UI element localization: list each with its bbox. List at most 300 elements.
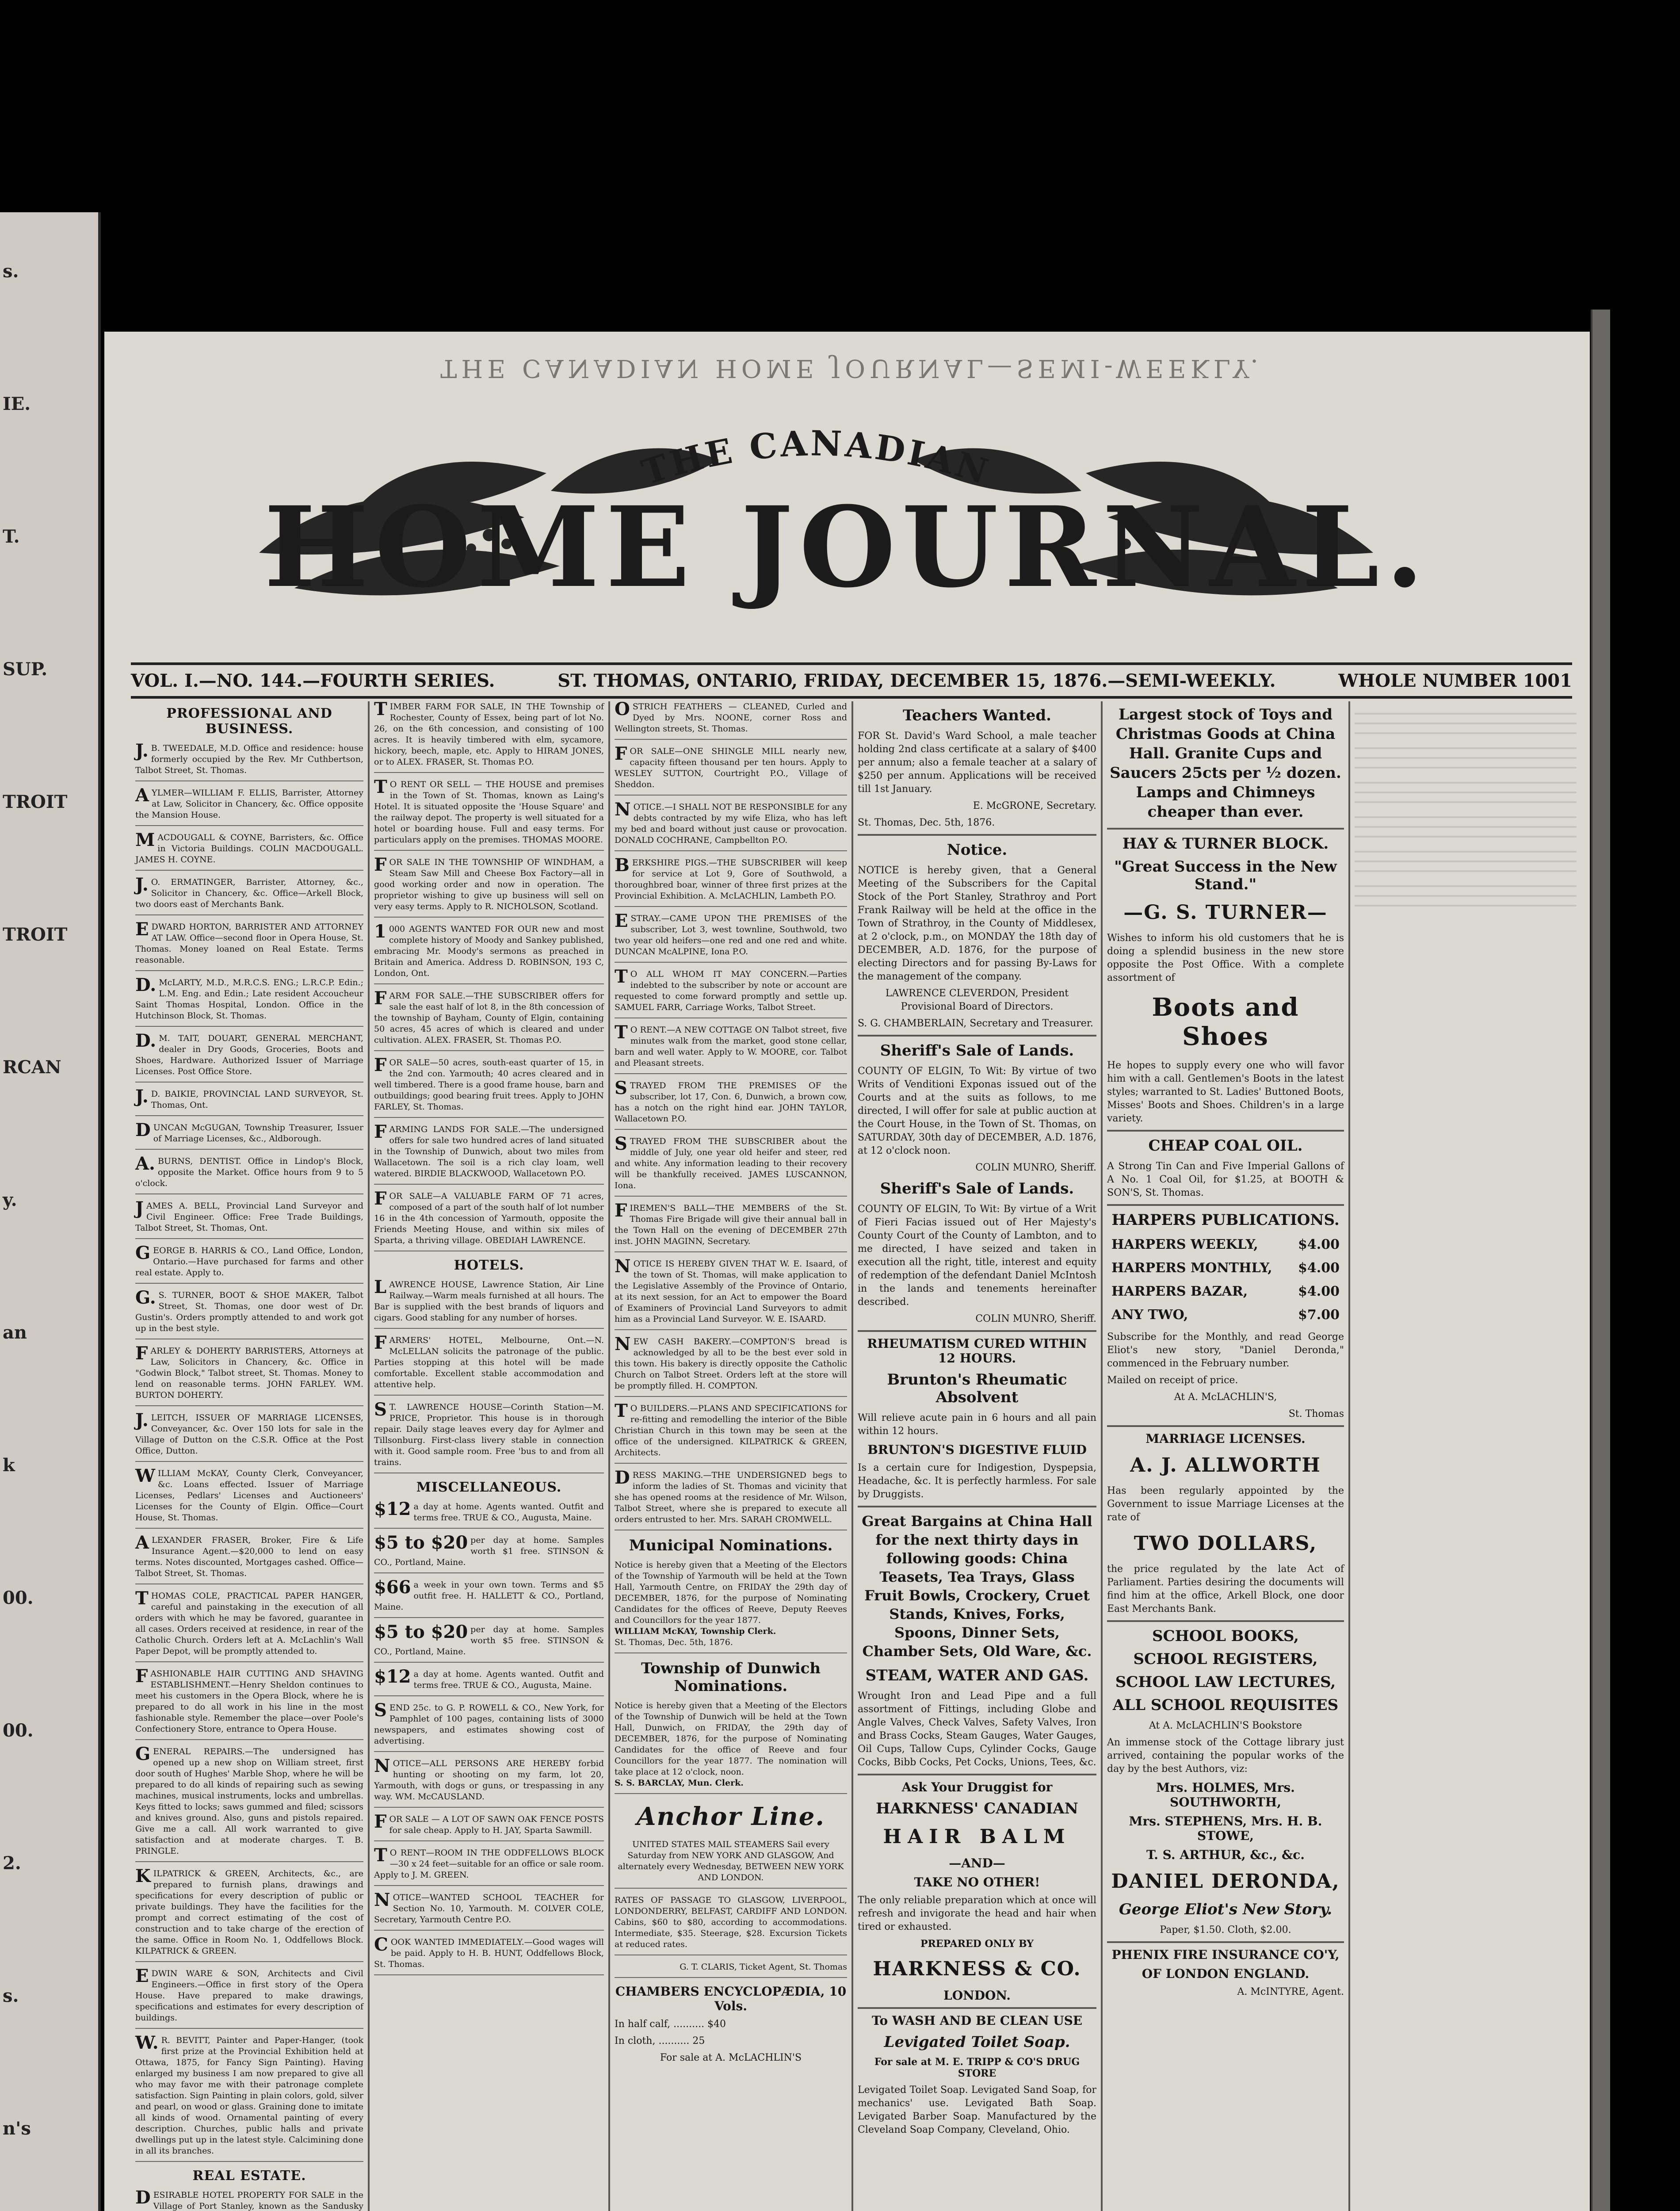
- ad-initial: 1: [374, 921, 386, 942]
- ad-text: O RENT.—A NEW COTTAGE ON Talbot street, five minutes walk from the market, good stone cellar, barn and well water. Apply to W. MOORE, cor. Talbot and Pleasant streets.: [615, 1025, 847, 1068]
- ad-text: 000 AGENTS WANTED FOR OUR new and most complete history of Moody and Sankey published, embracing Mr. Moody's sermons as preached in Britain and America. Address D. ROBINSON, 193 C, London, Ont.: [374, 924, 604, 978]
- classified-ad: [135, 1588, 363, 1662]
- fragment-text: RCAN: [3, 1057, 61, 1078]
- classified-ad: [135, 1030, 363, 1083]
- classified-ad: [615, 701, 847, 740]
- classified-ad: [135, 1245, 363, 1284]
- classified-ad: [135, 1668, 363, 1740]
- columns: [131, 701, 1581, 2211]
- classified-ad: [374, 1666, 604, 1696]
- ad-text: ASHIONABLE HAIR CUTTING AND SHAVING ESTABLISHMENT.—Henry Sheldon continues to meet his customers in the Opera Block, where he is prepared to do all work in his line in the most fashionable style. Remember the place—over Poole's Confectionery Store, entrance to Opera House.: [135, 1669, 363, 1734]
- classified-ad: [615, 1080, 847, 1130]
- ad-text: ILLIAM McKAY, County Clerk, Conveyancer, &c. Loans effected. Issuer of Marriage Licenses, Pedlars' Licenses and Auctioneers' Licenses for the County of Elgin. Office—Court House, St. Thomas.: [135, 1469, 363, 1522]
- classified-ad: [374, 1399, 604, 1473]
- classified-ad: [374, 988, 604, 1051]
- publication-name: ANY TWO,: [1111, 1307, 1188, 1323]
- classified-ad: [615, 1200, 847, 1252]
- classified-ad: [374, 779, 604, 851]
- classified-ad: [135, 1968, 363, 2029]
- classified-ad: [374, 1702, 604, 1752]
- school-item: ALL SCHOOL REQUISITES: [1112, 1696, 1339, 1714]
- school-item: SCHOOL BOOKS,: [1152, 1627, 1299, 1645]
- ad-initial: N: [374, 1756, 390, 1776]
- teachers-head: Teachers Wanted.: [903, 707, 1051, 724]
- harkness-and: —AND—: [949, 1856, 1005, 1871]
- ad-initial: $5 to $20: [374, 1622, 468, 1642]
- anchor-sub: UNITED STATES MAIL STEAMERS Sail every Saturday from NEW YORK AND GLASGOW, And alternately every Wednesday, BETWEEN NEW YORK AND LONDON.: [615, 1839, 847, 1889]
- ad-text: BURNS, DENTIST. Office in Lindop's Block, opposite the Market. Office hours from 9 to 5 o'clock.: [135, 1156, 363, 1188]
- ad-initial: F: [135, 1343, 148, 1364]
- classified-ad: [135, 740, 363, 781]
- harpers-head: HARPERS PUBLICATIONS.: [1111, 1211, 1340, 1229]
- ad-text: ENERAL REPAIRS.—The undersigned has opened up a new shop on William street, first door south of Hughes' Marble Shop, where he will be prepared to do all kinds of repairing such as sewing machines, musical instruments, locks and umbrellas. Keys fitted to locks; saws gummed and filed; scissors and knives ground. Also, guns and pistols repaired. Give me a call. All work warranted to give satisfaction and at moderate charges. T. B. PRINGLE.: [135, 1747, 363, 1856]
- ad-initial: E: [135, 1966, 149, 1986]
- harpers-at: At A. McLACHLIN'S,: [1174, 1392, 1277, 1403]
- dunwich-sign: S. S. BARCLAY, Mun. Clerk.: [615, 1778, 744, 1788]
- ad-text: ARMERS' HOTEL, Melbourne, Ont.—N. McLELLAN solicits the patronage of the public. Parties stopping at this hotel will be made comfortable. Excellent stable accommodation and attentive help.: [374, 1335, 604, 1389]
- ad-initial: D: [135, 1120, 151, 1140]
- coal-oil-head: CHEAP COAL OIL.: [1148, 1137, 1303, 1155]
- fragment-text: T.: [3, 526, 20, 547]
- ad-text: R. BEVITT, Painter and Paper-Hanger, (took first prize at the Provincial Exhibition held at Ottawa, 1875, for Fancy Sign Painting). Having enlarged my business I am now prepared to give all who may favor me with their patronage complete satisfaction. Sign Painting in plain colors, gold, silver and pearl, on wood or glass. Graining done to imitate all kinds of wood. Ornamental painting of every description. Churches, public halls and private dwellings put up in the latest style. Calcimining done in all its branches.: [135, 2035, 363, 2156]
- column-6: [1350, 701, 1581, 2211]
- masthead-top: THE CANADIAN: [637, 423, 995, 493]
- dunwich-head: Township of Dunwich Nominations.: [641, 1660, 821, 1695]
- ad-text: a week in your own town. Terms and $5 outfit free. H. HALLETT & CO., Portland, Maine.: [374, 1580, 604, 1612]
- classified-ad: [135, 1153, 363, 1194]
- ad-initial: D: [615, 1467, 630, 1488]
- ad-text: RESS MAKING.—THE UNDERSIGNED begs to inform the ladies of St. Thomas and vicinity that she has opened rooms at the residence of Mr. Wilson, Talbot Street, where she is prepared to execute all orders entrusted to her. Mrs. SARAH CROMWELL.: [615, 1470, 847, 1524]
- publication-name: HARPERS MONTHLY,: [1111, 1260, 1272, 1276]
- classified-ad: [374, 1811, 604, 1841]
- column-3: [610, 701, 853, 2211]
- ad-text: AMES A. BELL, Provincial Land Surveyor and Civil Engineer. Office: Free Trade Buildings, Talbot Street, St. Thomas, Ont.: [135, 1201, 363, 1233]
- classified-ad: [135, 2187, 363, 2211]
- classified-ad: [615, 1336, 847, 1397]
- ad-text: YLMER—WILLIAM F. ELLIS, Barrister, Attorney at Law, Solicitor in Chancery, &c. Office opposite the Mansion House.: [135, 788, 363, 820]
- classified-ad: [135, 919, 363, 971]
- ad-text: END 25c. to G. P. ROWELL & CO., New York, for Pamphlet of 100 pages, containing lists of 3000 newspapers, and estimates showing cost of advertising.: [374, 1703, 604, 1746]
- classified-ad: [615, 1400, 847, 1464]
- ad-initial: $66: [374, 1577, 411, 1598]
- classified-ad: [135, 2032, 363, 2162]
- brunton-head: Brunton's Rheumatic Absolvent: [887, 1371, 1067, 1406]
- classified-ad: [135, 1122, 363, 1150]
- classified-ad: [374, 1934, 604, 1975]
- ad-initial: J.: [135, 1410, 149, 1431]
- school-at: At A. McLACHLIN'S Bookstore: [1149, 1720, 1302, 1731]
- ad-text: OR SALE—ONE SHINGLE MILL nearly new, capacity fifteen thousand per ten hours. Apply to WESLEY SUTTON, Courtright P.O., Village of Sheddon.: [615, 746, 847, 789]
- price-row: [1111, 1284, 1340, 1299]
- publication-price: $7.00: [1298, 1307, 1340, 1323]
- nominations-sign: WILLIAM McKAY, Township Clerk.: [615, 1626, 776, 1636]
- ad-text: ESIRABLE HOTEL PROPERTY FOR SALE in the Village of Port Stanley, known as the Sandusky: [153, 2190, 363, 2211]
- marriage-head: MARRIAGE LICENSES.: [1145, 1431, 1306, 1446]
- ad-initial: L: [374, 1277, 387, 1297]
- author-line: Mrs. STEPHENS, Mrs. H. B. STOWE,: [1129, 1814, 1322, 1843]
- classified-ad: [615, 743, 847, 796]
- ad-initial: N: [615, 1334, 631, 1354]
- harkness-take: TAKE NO OTHER!: [914, 1875, 1040, 1890]
- allworth-text: Has been regularly appointed by the Government to issue Marriage Licenses at the rate of: [1107, 1485, 1344, 1523]
- classified-ad: [374, 854, 604, 918]
- classified-ad: [615, 799, 847, 851]
- notice-head: Notice.: [947, 841, 1008, 859]
- ad-text: IREMEN'S BALL—THE MEMBERS of the St. Thomas Fire Brigade will give their annual ball in the Town Hall on the evening of DECEMBER 27th inst. JOHN MAGINN, Secretary.: [615, 1203, 847, 1246]
- ad-initial: J.: [135, 740, 149, 761]
- ad-initial: F: [615, 743, 627, 764]
- ad-text: OR SALE IN THE TOWNSHIP OF WINDHAM, a Steam Saw Mill and Cheese Box Factory—all in good working order and now in operation. The proprietor wishing to give up business will sell on very easy terms. Apply to R. NICHOLSON, Scotland.: [374, 857, 604, 911]
- ad-initial: O: [615, 701, 630, 719]
- ad-initial: G: [135, 1243, 151, 1263]
- boots-shoes-head: Boots and Shoes: [1152, 993, 1299, 1051]
- ad-initial: A: [135, 785, 149, 806]
- column-1: [131, 701, 370, 2211]
- ad-initial: A: [135, 1532, 149, 1553]
- classified-ad: [374, 1188, 604, 1251]
- ad-initial: S: [615, 1078, 627, 1098]
- ad-text: O. ERMATINGER, Barrister, Attorney, &c., Solicitor in Chancery, &c. Office—Arkell Block, two doors east of Merchants Bank.: [135, 877, 363, 909]
- classified-ad: [135, 1465, 363, 1529]
- ad-text: OR SALE — A LOT OF SAWN OAK FENCE POSTS for sale cheap. Apply to H. JAY, Sparta Sawmill.: [389, 1814, 604, 1835]
- harkness-maker: HARKNESS & CO.: [873, 1958, 1081, 1980]
- ad-text: T. LAWRENCE HOUSE—Corinth Station—M. PRICE, Proprietor. This house is in thorough repair. Daily stage leaves every day for Aylmer and Tillsonburg. First-class livery stable in connection with it. Good sample room. Free 'bus to and from all trains.: [374, 1402, 604, 1467]
- publication-name: HARPERS WEEKLY,: [1111, 1237, 1258, 1252]
- running-head: THE CANADIAN HOME JOURNAL—SEMI-WEEKLY.: [440, 354, 1263, 383]
- china-hall-ad: Great Bargains at China Hall for the next thirty days in following goods: China Teasets, Tea Trays, Glass Fruit Bowls, Crockery, Cruet Stands, Knives, Forks, Spoons, Dinner Sets, Chamber Sets, Old Ware, &c.: [862, 1513, 1092, 1660]
- section-head: MISCELLANEOUS.: [416, 1480, 562, 1495]
- fragment-text: n's: [3, 2118, 31, 2139]
- ad-initial: F: [374, 1055, 387, 1075]
- ad-initial: T: [615, 966, 628, 987]
- ad-initial: J.: [135, 1086, 149, 1107]
- phenix-sub: OF LONDON ENGLAND.: [1142, 1966, 1310, 1981]
- ad-text: DWIN WARE & SON, Architects and Civil Engineers.—Office in first story of the Opera House. Have prepared to make drawings, specifications and estimates for every description of buildings.: [135, 1969, 363, 2023]
- harkness-prep: PREPARED ONLY BY: [920, 1938, 1034, 1950]
- binding-strip: [1591, 310, 1610, 2211]
- publication-name: HARPERS BAZAR,: [1111, 1284, 1248, 1299]
- ad-initial: M: [135, 830, 155, 850]
- classified-ad: [374, 1332, 604, 1396]
- ad-initial: E: [135, 919, 149, 940]
- price-row: [1111, 1307, 1340, 1323]
- ad-initial: K: [135, 1866, 151, 1886]
- chambers-price-2: In cloth, .......... 25: [615, 2035, 705, 2047]
- publication-price: $4.00: [1298, 1237, 1340, 1252]
- anchor-line-head: Anchor Line.: [637, 1802, 825, 1831]
- ad-initial: G: [135, 1744, 151, 1764]
- classified-ad: [135, 1343, 363, 1406]
- harkness-head: HARKNESS' CANADIAN: [876, 1800, 1078, 1817]
- ad-initial: F: [374, 1121, 387, 1142]
- ad-text: DWARD HORTON, BARRISTER AND ATTORNEY AT LAW. Office—second floor in Opera House, St. Thomas. Money loaned on Real Estate. Terms reasonable.: [135, 922, 363, 965]
- ad-text: D. BAIKIE, PROVINCIAL LAND SURVEYOR, St. Thomas, Ont.: [151, 1089, 363, 1110]
- dunwich-text: [615, 1700, 847, 1794]
- fragment-text: s.: [3, 1985, 19, 2006]
- boots-text: He hopes to supply every one who will favor him with a call. Gentlemen's Boots in the latest styles; warranted to St. Ladies' Buttoned Boots, Misses' Boots and Shoes. Children's in a large variety.: [1107, 1060, 1344, 1124]
- toys-ad: Largest stock of Toys and Christmas Goods at China Hall. Granite Cups and Saucers 25cts per ½ dozen. Lamps and Chimneys cheaper than ever.: [1110, 706, 1341, 821]
- price-row: [1111, 1260, 1340, 1276]
- steam-text: Wrought Iron and Lead Pipe and a full assortment of Fittings, including Globe and Angle Valves, Check Valves, Safety Valves, Iron and Brass Cocks, Steam Gauges, Water Gauges, Oil Cups, Tallow Cups, Cylinder Cocks, Gauge Cocks, Bibb Cocks, Pet Cocks, Unions, Tees, &c.: [858, 1691, 1096, 1768]
- soap-text: Levigated Toilet Soap. Levigated Sand Soap, for mechanics' use. Levigated Bath Soap. Levigated Barber Soap. Manufactured by the Cleveland Soap Company, Cleveland, Ohio.: [858, 2085, 1096, 2135]
- fragment-text: TROIT: [3, 792, 68, 812]
- classified-ad: [615, 1256, 847, 1330]
- publication-price: $4.00: [1298, 1260, 1340, 1276]
- ad-text: LEITCH, ISSUER OF MARRIAGE LICENSES, Conveyancer, &c. Over 150 lots for sale in the Village of Dutton on the C.S.R. Office at the Post Office, Dutton.: [135, 1413, 363, 1456]
- ad-text: IMBER FARM FOR SALE, IN THE Township of Rochester, County of Essex, being part of lot No. 26, on the 6th concession, and consisting of 100 acres. It is heavily timbered with elm, sycamore, hickory, beech, maple, etc. Apply to HIRAM JONES, or to ALEX. FRASER, St. Thomas P.O.: [374, 702, 604, 767]
- rheumatism-head: RHEUMATISM CURED WITHIN 12 HOURS.: [867, 1336, 1087, 1366]
- ad-text: OTICE—ALL PERSONS ARE HEREBY forbid hunting or shooting on my farm, lot 20, Yarmouth, with dogs or guns, or trespassing in any way. WM. McCAUSLAND.: [374, 1759, 604, 1802]
- author-line: Mrs. HOLMES, Mrs. SOUTHWORTH,: [1156, 1780, 1295, 1809]
- ad-text: O RENT—ROOM IN THE ODDFELLOWS BLOCK—30 x 24 feet—suitable for an office or sale room. Apply to J. M. GREEN.: [374, 1848, 604, 1880]
- ad-initial: S: [374, 1700, 387, 1721]
- ad-text: OTICE—WANTED SCHOOL TEACHER for Section No. 10, Yarmouth. M. COLVER COLE, Secretary, Yarmouth Centre P.O.: [374, 1893, 604, 1924]
- ad-initial: $12: [374, 1499, 411, 1519]
- ad-text: OR SALE—A VALUABLE FARM OF 71 acres, composed of a part of the south half of lot number 16 in the 4th concession of Yarmouth, opposite the Friends Meeting House, and within six miles of Sparta, a thriving village. OBEDIAH LAWRENCE.: [374, 1191, 604, 1245]
- author-line: T. S. ARTHUR, &c., &c.: [1146, 1848, 1305, 1862]
- fragment-text: k: [3, 1455, 15, 1476]
- ad-initial: B: [615, 855, 630, 876]
- hair-balm-head: HAIR BALM: [883, 1825, 1071, 1848]
- ad-text: STRICH FEATHERS — CLEANED, Curled and Dyed by Mrs. NOONE, corner Ross and Wellington streets, St. Thomas.: [615, 702, 847, 734]
- classified-ad: [135, 874, 363, 915]
- ad-initial: A.: [135, 1153, 155, 1174]
- ad-initial: J: [135, 1198, 144, 1219]
- deronda-price: Paper, $1.50. Cloth, $2.00.: [1160, 1924, 1291, 1936]
- nominations-text: [615, 1560, 847, 1653]
- section-head: PROFESSIONAL AND BUSINESS.: [166, 706, 332, 737]
- anchor-agent: G. T. CLARIS, Ticket Agent, St. Thomas: [615, 1962, 847, 1978]
- harpers-mail: Mailed on receipt of price.: [1107, 1375, 1238, 1386]
- ad-text: HOMAS COLE, PRACTICAL PAPER HANGER, careful and painstaking in the execution of all orders with which he may be favored, guarantee in all cases. Orders received at residence, in rear of the Catholic Church. Orders left at A. McLachlin's Wall Paper Depot, will be promptly attended to.: [135, 1591, 363, 1656]
- soap-head: To WASH AND BE CLEAN USE: [871, 2013, 1083, 2028]
- anchor-rates: RATES OF PASSAGE TO GLASGOW, LIVERPOOL, LONDONDERRY, BELFAST, CARDIFF AND LONDON. Cabins, $60 to $80, according to accommodations. Intermediate, $35. Steerage, $28. Excursion Tickets at reduced rates.: [615, 1895, 847, 1955]
- sheriff-head-2: Sheriff's Sale of Lands.: [880, 1180, 1074, 1197]
- ad-text: OTICE.—I SHALL NOT BE RESPONSIBLE for any debts contracted by my wife Eliza, who has left my bed and board without just cause or provocation. DONALD COCHRANE, Campbellton P.O.: [615, 802, 847, 845]
- classified-ad: [374, 921, 604, 984]
- ad-text: EW CASH BAKERY.—COMPTON'S bread is acknowledged by all to be the best ever sold in this town. His bakery is directly opposite the Catholic Church on Talbot Street. Orders left at the store will be promptly filled. H. COMPTON.: [615, 1337, 847, 1391]
- classified-ad: [374, 1057, 604, 1118]
- teachers-sign: E. McGRONE, Secretary.: [973, 800, 1096, 811]
- classified-ad: [135, 1086, 363, 1116]
- place-date: ST. THOMAS, ONTARIO, FRIDAY, DECEMBER 15, 1876.—SEMI-WEEKLY.: [557, 670, 1276, 691]
- newspaper-page: [104, 332, 1590, 2211]
- ad-text: M. TAIT, DOUART, GENERAL MERCHANT, dealer in Dry Goods, Groceries, Boots and Shoes, Hardware. Authorized Issuer of Marriage Licenses. Post Office Store.: [135, 1033, 363, 1076]
- teachers-date: St. Thomas, Dec. 5th, 1876.: [858, 817, 995, 828]
- classified-ad: [135, 1868, 363, 1962]
- ad-text: OTICE IS HEREBY GIVEN THAT W. E. Isaard, of the town of St. Thomas, will make application to the Legislative Assembly of the Province of Ontario, at its next session, for an Act to empower the Board of Examiners of Provincial Land Surveyors to admit him as a Provincial Land Surveyor. W. E. ISAARD.: [615, 1259, 847, 1324]
- classified-ad: [135, 785, 363, 826]
- classified-ad: [615, 1133, 847, 1197]
- volume-info: VOL. I.—NO. 144.—FOURTH SERIES.: [131, 670, 495, 691]
- fragment-text: s.: [3, 261, 19, 282]
- ad-text: O ALL WHOM IT MAY CONCERN.—Parties indebted to the subscriber by note or account are requested to come forward promptly and settle up. SAMUEL FARR, Carriage Works, Talbot Street.: [615, 969, 847, 1012]
- nominations-body: Notice is hereby given that a Meeting of the Electors of the Township of Yarmouth will be held at the Town Hall, Yarmouth Centre, on FRIDAY the 29th day of DECEMBER, 1876, for the purpose of Nominating Candidates for the offices of Reeve, Deputy Reeves and Councillors for the year 1877.: [615, 1560, 847, 1625]
- phenix-agent: A. McINTYRE, Agent.: [1237, 1986, 1344, 1997]
- ad-text: TRAYED FROM THE PREMISES OF the subscriber, lot 17, Con. 6, Dunwich, a brown cow, has a notch on the right hind ear. JOHN TAYLOR, Wallacetown P.O.: [615, 1081, 847, 1124]
- harpers-text: Subscribe for the Monthly, and read George Eliot's new story, "Daniel Deronda," commenced in the February number.: [1107, 1331, 1344, 1369]
- ad-text: S. TURNER, BOOT & SHOE MAKER, Talbot Street, St. Thomas, one door west of Dr. Gustin's. Orders promptly attended to and work got up in the best style.: [135, 1290, 363, 1333]
- classified-ad: [374, 1758, 604, 1808]
- ad-initial: N: [615, 799, 631, 820]
- classified-ad: [135, 1532, 363, 1584]
- classified-ad: [615, 910, 847, 963]
- ad-initial: T: [374, 701, 387, 719]
- ad-text: B. TWEEDALE, M.D. Office and residence: house formerly occupied by the Rev. Mr Cuthbertson, Talbot Street, St. Thomas.: [135, 743, 363, 775]
- classified-ad: [374, 1279, 604, 1329]
- publication-price: $4.00: [1298, 1284, 1340, 1299]
- column-2: [370, 701, 610, 2211]
- column-4: [853, 701, 1103, 2211]
- classified-ad: [374, 1892, 604, 1931]
- ad-initial: T: [135, 1588, 149, 1609]
- library-text: An immense stock of the Cottage library just arrived, containing the popular works of the day by the best Authors, viz:: [1107, 1737, 1344, 1775]
- ad-initial: T: [615, 1022, 628, 1043]
- ad-initial: T: [374, 1845, 387, 1866]
- ad-initial: $5 to $20: [374, 1532, 468, 1553]
- soap-name: Levigated Toilet Soap.: [884, 2033, 1070, 2051]
- two-dollars-text: the price regulated by the late Act of Parliament. Parties desiring the documents will find him at the office, Arkell Block, one door East Merchants Bank.: [1107, 1564, 1344, 1614]
- classified-ad: [374, 1577, 604, 1618]
- ad-text: UNCAN McGUGAN, Township Treasurer, Issuer of Marriage Licenses, &c., Aldborough.: [153, 1123, 363, 1144]
- ad-initial: D: [135, 2187, 151, 2208]
- ad-initial: F: [374, 1332, 387, 1353]
- ad-text: LEXANDER FRASER, Broker, Fire & Life Insurance Agent.—$20,000 to lend on easy terms. Notes discounted, Mortgages cashed. Office—Talbot Street, St. Thomas.: [135, 1535, 363, 1578]
- ad-text: O BUILDERS.—PLANS AND SPECIFICATIONS for re-fitting and remodelling the interior of the Bible Christian Church in this town may be seen at the office of the undersigned. KILPATRICK & GREEN, Architects.: [615, 1404, 847, 1457]
- classified-ad: [615, 1467, 847, 1530]
- eliot-story: George Eliot's New Story.: [1119, 1901, 1333, 1918]
- fragment-text: 00.: [3, 1720, 34, 1741]
- chambers-where: For sale at A. McLACHLIN'S: [660, 2052, 802, 2063]
- classified-ad: [374, 701, 604, 773]
- chambers-head: CHAMBERS ENCYCLOPÆDIA, 10 Vols.: [615, 1984, 847, 2013]
- fragment-text: TROIT: [3, 924, 68, 945]
- ad-initial: N: [615, 1256, 631, 1277]
- chambers-price-1: In half calf, .......... $40: [615, 2019, 726, 2030]
- school-item: SCHOOL LAW LECTURES,: [1115, 1673, 1336, 1691]
- ad-text: ACDOUGALL & COYNE, Barristers, &c. Office in Victoria Buildings. COLIN MACDOUGALL. JAMES H. COYNE.: [135, 833, 363, 865]
- ad-text: per day at home. Samples worth $5 free. STINSON & CO., Portland, Maine.: [374, 1625, 604, 1656]
- classified-ad: [374, 1624, 604, 1663]
- classified-ad: [135, 1412, 363, 1462]
- ad-initial: F: [135, 1666, 148, 1687]
- ad-text: McLARTY, M.D., M.R.C.S. ENG.; L.R.C.P. Edin.; L.M. Eng. and Edin.; Late resident Accoucheur Saint Thomas Hospital, London. Office in the Hutchinson Block, St. Thomas.: [135, 978, 363, 1021]
- sheriff-sign-1: COLIN MUNRO, Sheriff.: [975, 1162, 1096, 1173]
- ad-text: O RENT OR SELL — THE HOUSE and premises in the Town of St. Thomas, known as Laing's Hotel. It is situated opposite the 'House Square' and the railway depot. The property is well situated for a hotel or boarding house. Full and easy terms. For particulars apply on the premises. THOMAS MOORE.: [374, 780, 604, 845]
- nominations-head: Municipal Nominations.: [629, 1537, 833, 1554]
- ad-text: ARLEY & DOHERTY BARRISTERS, Attorneys at Law, Solicitors in Chancery, &c. Office in "Godwin Block," Talbot street, St. Thomas. Money to lend on reasonable terms. JOHN FARLEY. WM. BURTON DOHERTY.: [135, 1346, 363, 1400]
- sheriff-text-1: COUNTY OF ELGIN, To Wit: By virtue of two Writs of Venditioni Exponas issued out of the Courts and at the suits as follows, to me directed, I will offer for sale at public auction at the Court House, in the Town of St. Thomas, on SATURDAY, 30th day of DECEMBER, A.D. 1876, at 12 o'clock noon.: [858, 1066, 1096, 1156]
- great-success: "Great Success in the New Stand.": [1114, 858, 1337, 893]
- ad-initial: S: [615, 1133, 627, 1154]
- price-row: [1111, 1237, 1340, 1252]
- dunwich-body: Notice is hereby given that a Meeting of the Electors of the Township of Dunwich will be held at the Town Hall, Dunwich, on FRIDAY, the 29th day of DECEMBER, 1876, for the purpose of Nominating Candidates for the office of Reeve and four Councillors for the year 1877. The nomination will take place at 12 o'clock, noon.: [615, 1701, 847, 1777]
- ad-text: STRAY.—CAME UPON THE PREMISES of the subscriber, Lot 3, west townline, Southwold, two two year old heifers—one red and one red and white. DUNCAN McALPINE, Iona P.O.: [615, 914, 847, 956]
- ad-text: AWRENCE HOUSE, Lawrence Station, Air Line Railway.—Warm meals furnished at all hours. The Bar is supplied with the best brands of liquors and cigars. Good stabling for any number of horses.: [374, 1280, 604, 1323]
- ad-text: ERKSHIRE PIGS.—THE SUBSCRIBER will keep for service at Lot 9, Gore of Southwold, a thoroughbred boar, winner of three first prizes at the Provincial Exhibition. A. McLACHLIN, Lambeth P.O.: [615, 858, 847, 901]
- fragment-text: 00.: [3, 1587, 34, 1608]
- classified-ad: [135, 1287, 363, 1339]
- phenix-head: PHENIX FIRE INSURANCE CO'Y,: [1111, 1947, 1340, 1962]
- digestive-head: BRUNTON'S DIGESTIVE FLUID: [867, 1442, 1087, 1457]
- adjacent-page-fragment: [0, 212, 101, 2211]
- classified-ad: [374, 1845, 604, 1886]
- soap-where: For sale at M. E. TRIPP & CO'S DRUG STORE: [874, 2056, 1080, 2079]
- ad-initial: W: [135, 1465, 155, 1486]
- harkness-ask: Ask Your Druggist for: [901, 1780, 1053, 1794]
- ad-initial: N: [374, 1890, 390, 1910]
- ad-initial: D.: [135, 975, 157, 995]
- ad-text: ARMING LANDS FOR SALE.—The undersigned offers for sale two hundred acres of land situated in the Township of Dunwich, about two miles from Wallacetown. The soil is a rich clay loam, well watered. BIRDIE BLACKWOOD, Wallacetown P.O.: [374, 1125, 604, 1178]
- dateline: [131, 662, 1572, 699]
- ad-initial: D.: [135, 1030, 157, 1051]
- harpers-town: St. Thomas: [1288, 1408, 1344, 1419]
- ad-initial: T: [374, 777, 387, 797]
- ad-text: EORGE B. HARRIS & CO., Land Office, London, Ontario.—Have purchased for farms and other real estate. Apply to.: [135, 1246, 363, 1278]
- ad-text: ILPATRICK & GREEN, Architects, &c., are prepared to furnish plans, drawings and specifications for every description of public or private buildings. They have the facilities for the prompt and correct estimating of the cost of construction and to take charge of the erection of the same. Office in Room No. 1, Oddfellows Block. KILPATRICK & GREEN.: [135, 1869, 363, 1956]
- fragment-text: 2.: [3, 1853, 21, 1874]
- sheriff-sign-2: COLIN MUNRO, Sheriff.: [975, 1313, 1096, 1324]
- column-5: [1103, 701, 1350, 2211]
- classified-ad: [615, 1022, 847, 1074]
- ad-initial: F: [374, 988, 387, 1009]
- turner-name: —G. S. TURNER—: [1123, 901, 1328, 924]
- school-item: SCHOOL REGISTERS,: [1133, 1650, 1318, 1668]
- classified-ad: [374, 1532, 604, 1573]
- fragment-text: an: [3, 1322, 27, 1343]
- classified-ad: [135, 977, 363, 1027]
- ad-initial: C: [374, 1934, 388, 1955]
- ad-initial: F: [374, 854, 387, 875]
- harkness-city: LONDON.: [943, 1988, 1011, 2003]
- daniel-deronda: DANIEL DERONDA,: [1111, 1870, 1340, 1893]
- turner-text: Wishes to inform his old customers that he is doing a splendid business in the new store opposite the Post Office. With a complete assortment of: [1107, 933, 1344, 983]
- ad-initial: $12: [374, 1666, 411, 1687]
- ad-initial: W.: [135, 2032, 159, 2053]
- classified-ad: [615, 966, 847, 1018]
- classified-ad: [135, 1746, 363, 1862]
- ad-text: TRAYED FROM THE SUBSCRIBER about the middle of July, one year old heifer and steer, red and white. Any information leading to their recovery will be thankfully received. JAMES LUSCANNON, Iona.: [615, 1136, 847, 1190]
- allworth-name: A. J. ALLWORTH: [1130, 1454, 1321, 1477]
- hay-turner-block: HAY & TURNER BLOCK.: [1122, 835, 1329, 853]
- ad-text: OOK WANTED IMMEDIATELY.—Good wages will be paid. Apply to H. B. HUNT, Oddfellows Block, St. Thomas.: [374, 1937, 604, 1969]
- two-dollars: TWO DOLLARS,: [1134, 1532, 1317, 1555]
- nominations-date: St. Thomas, Dec. 5th, 1876.: [615, 1637, 733, 1647]
- classified-ad: [135, 1198, 363, 1239]
- classified-ad: [135, 832, 363, 871]
- section-head: HOTELS.: [454, 1258, 524, 1273]
- sheriff-head: Sheriff's Sale of Lands.: [880, 1042, 1074, 1060]
- notice-text: NOTICE is hereby given, that a General Meeting of the Subscribers for the Capital Stock of the Port Stanley, Strathroy and Port Frank Railway will be held at the office in the Town of Strathroy, in the County of Middlesex, at 2 o'clock, p.m., on MONDAY the 18th day of DECEMBER, A.D. 1876, for the purpose of electing Directors and for passing By-Laws for the management of the company.: [858, 865, 1096, 982]
- ad-initial: F: [374, 1188, 387, 1209]
- classified-ad: [374, 1501, 604, 1529]
- notice-sign: LAWRENCE CLEVERDON, President Provisional Board of Directors.: [885, 988, 1069, 1012]
- notice-sign-2: S. G. CHAMBERLAIN, Secretary and Treasurer.: [858, 1018, 1093, 1029]
- digestive-text: Is a certain cure for Indigestion, Dyspepsia, Headache, &c. It is perfectly harmless. For sale by Druggists.: [858, 1462, 1096, 1500]
- ad-text: ARM FOR SALE.—THE SUBSCRIBER offers for sale the east half of lot 8, in the 8th concession of the township of Bayham, County of Elgin, containing 50 acres, 45 acres of which is cleared and under cultivation. ALEX. FRASER, St. Thomas P.O.: [374, 991, 604, 1045]
- ad-text: a day at home. Agents wanted. Outfit and terms free. TRUE & CO., Augusta, Maine.: [413, 1502, 604, 1522]
- coal-oil-text: A Strong Tin Can and Five Imperial Gallons of A No. 1 Coal Oil, for $1.25, at BOOTH & SON'S, St. Thomas.: [1107, 1161, 1344, 1198]
- ad-initial: F: [615, 1200, 627, 1221]
- ad-initial: G.: [135, 1287, 156, 1308]
- fragment-text: y.: [3, 1190, 17, 1210]
- brunton-text: Will relieve acute pain in 6 hours and all pain within 12 hours.: [858, 1412, 1096, 1437]
- fragment-text: IE.: [3, 394, 31, 414]
- classified-ad: [615, 857, 847, 907]
- section-head: REAL ESTATE.: [192, 2168, 306, 2184]
- harkness-text: The only reliable preparation which at once will refresh and invigorate the head and hair when tired or exhausted.: [858, 1895, 1096, 1932]
- ad-text: per day at home. Samples worth $1 free. STINSON & CO., Portland, Maine.: [374, 1535, 604, 1567]
